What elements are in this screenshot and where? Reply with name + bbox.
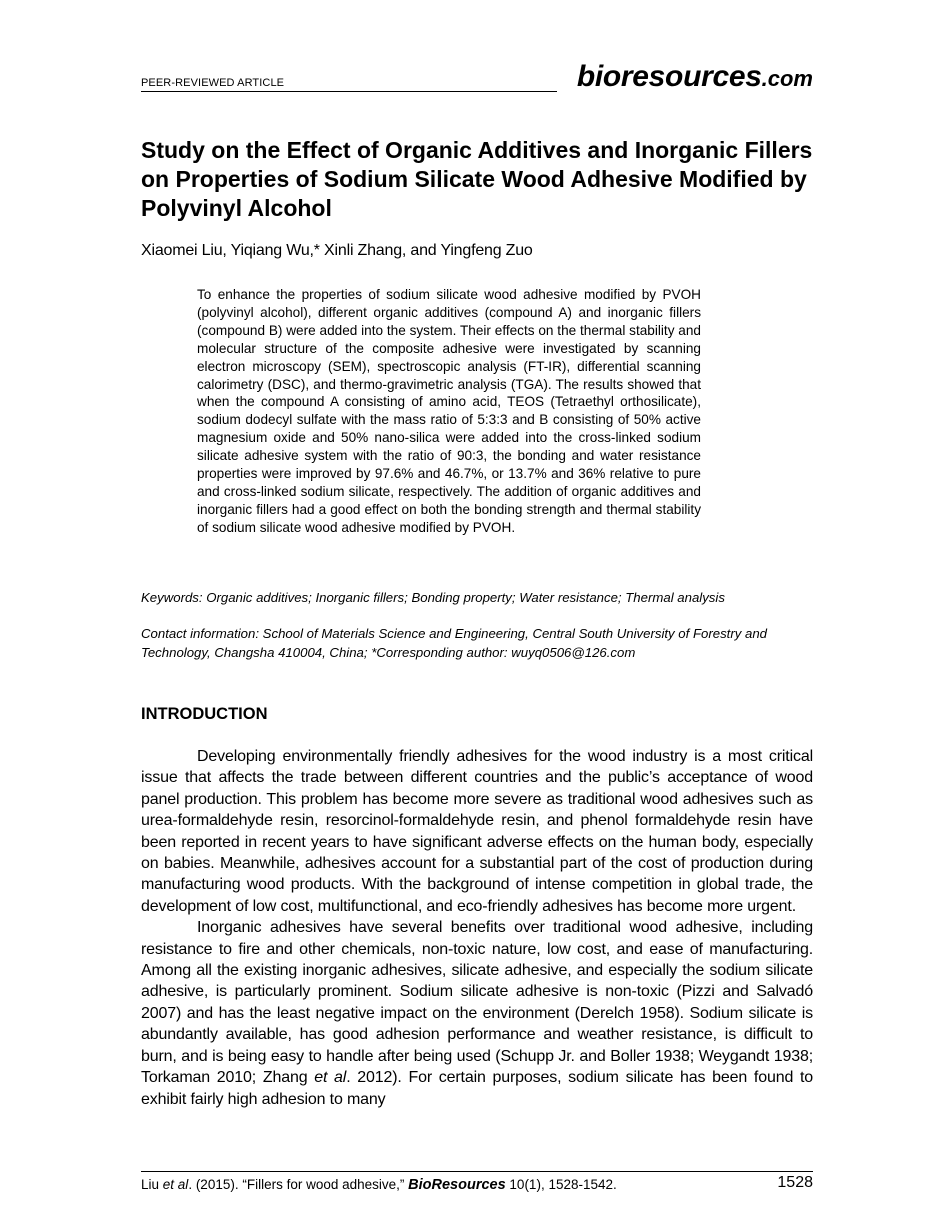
paragraph: Developing environmentally friendly adhesives for the wood industry is a most critical issue that affects the trade between different countries and the public’s acceptance of wood panel production. This problem has become more severe as traditional wood adhesives such as urea-formaldehyde resin, resorcinol-formaldehyde resin, and phenol formaldehyde resin have been reported in recent years to have significant adverse effects on the human body, especially on babies. Meanwhile, adhesives account for a substantial part of the cost of production during manufacturing wood products. With the background of intense competition in global trade, the development of low cost, multifunctional, and eco-friendly adhesives has become more urgent.: [141, 748, 813, 915]
cite-journal-resources: Resources: [431, 1177, 506, 1193]
brand-domain: .com: [761, 66, 813, 91]
header-rule: [141, 91, 557, 92]
cite-journal: [408, 1177, 506, 1193]
paragraph: [141, 917, 813, 1110]
author-list: Xiaomei Liu, Yiqiang Wu,* Xinli Zhang, and Yingfeng Zuo: [141, 242, 533, 259]
contact-information: Contact information: School of Materials Science and Engineering, Central South University of Forestry and Technology, Changsha 410004, China; *Corresponding author: wuyq0506@126.com: [141, 626, 767, 660]
page-header: [141, 58, 813, 92]
keywords: Keywords: Organic additives; Inorganic fillers; Bonding property; Water resistance; Thermal analysis: [141, 590, 725, 605]
cite-author: Liu: [141, 1177, 163, 1192]
abstract: To enhance the properties of sodium silicate wood adhesive modified by PVOH (polyvinyl alcohol), different organic additives (compound A) and inorganic fillers (compound B) were added into the system. Their effects on the thermal stability and molecular structure of the composite adhesive were investigated by scanning electron microscopy (SEM), spectroscopic analysis (FT-IR), differential scanning calorimetry (DSC), and thermo-gravimetric analysis (TGA). The results showed that when the compound A consisting of amino acid, TEOS (Tetraethyl orthosilicate), sodium dodecyl sulfate with the mass ratio of 5:3:3 and B consisting of 50% active magnesium oxide and 50% nano-silica were added into the cross-linked sodium silicate adhesive system with the ratio of 90:3, the bonding and water resistance properties were improved by 97.6% and 46.7%, or 13.7% and 36% relative to pure and cross-linked sodium silicate, respectively. The addition of organic additives and inorganic fillers had a good effect on both the bonding strength and thermal stability of sodium silicate wood adhesive modified by PVOH.: [197, 287, 701, 535]
journal-brand: [577, 62, 813, 92]
brand-main: bioresources: [576, 60, 762, 93]
cite-journal-bio: Bio: [408, 1177, 432, 1193]
et-al: et al: [314, 1069, 347, 1087]
header-label: PEER-REVIEWED ARTICLE: [141, 77, 285, 89]
page-number: 1528: [777, 1174, 813, 1191]
paragraph-text: . 2012). For certain purposes, sodium silicate has been found to exhibit fairly high adhesion to many: [141, 1069, 813, 1108]
footer-citation: [141, 1177, 617, 1193]
footer-rule: [141, 1171, 813, 1172]
cite-etal: et al: [162, 1177, 189, 1192]
section-heading-introduction: INTRODUCTION: [141, 705, 268, 723]
cite-volume-pages: 10(1), 1528-1542.: [505, 1177, 617, 1192]
cite-title: . (2015). “Fillers for wood adhesive,”: [188, 1177, 409, 1192]
article-title: Study on the Effect of Organic Additives and Inorganic Fillers on Properties of Sodium Silicate Wood Adhesive Modified by Polyvinyl Alcohol: [141, 137, 813, 221]
introduction-body: [141, 746, 813, 1110]
paragraph-text: Inorganic adhesives have several benefits over traditional wood adhesive, including resistance to fire and other chemicals, non-toxic nature, low cost, and ease of manufacturing. Among all the existing inorganic adhesives, silicate adhesive, and especially the sodium silicate adhesive, is particularly prominent. Sodium silicate adhesive is non-toxic (Pizzi and Salvadó 2007) and has the least negative impact on the environment (Derelch 1958). Sodium silicate is abundantly available, has good adhesion performance and weather resistance, is difficult to burn, and is being easy to handle after being used (Schupp Jr. and Boller 1938; Weygandt 1938; Torkaman 2010; Zhang: [141, 919, 813, 1087]
